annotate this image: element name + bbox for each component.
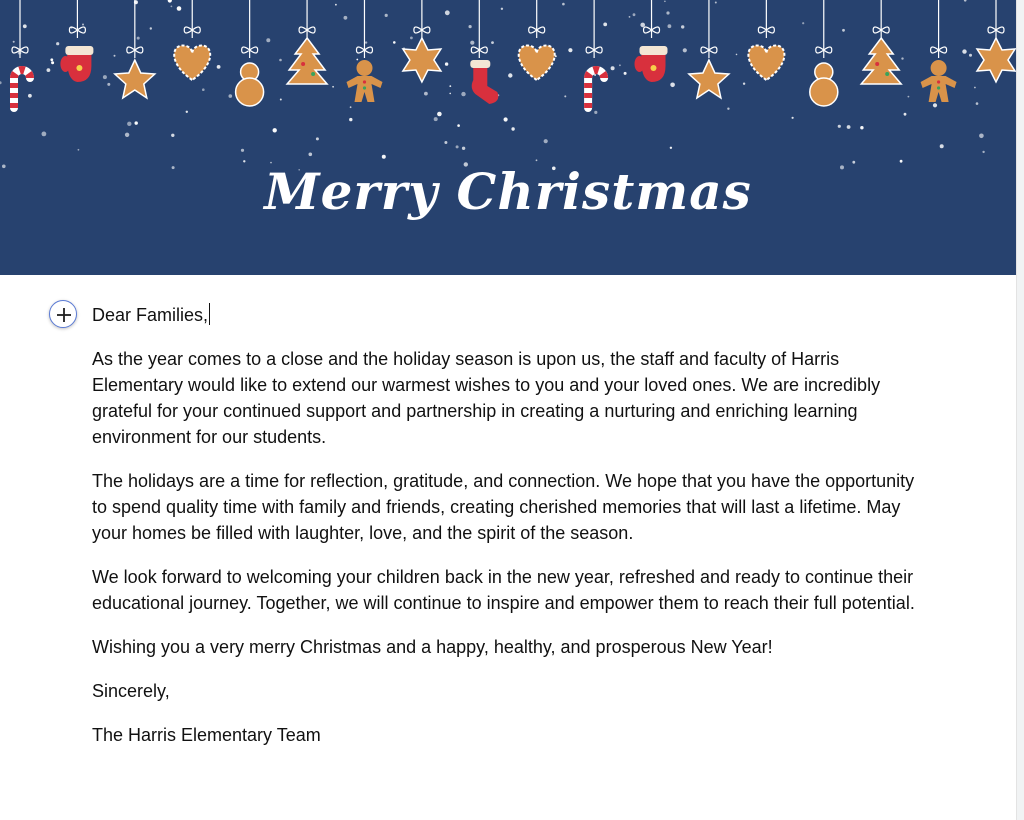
letter-greeting[interactable] (92, 302, 922, 328)
banner-title: Merry Christmas (264, 162, 752, 221)
greeting-text: Dear Families, (92, 305, 209, 325)
star-cookie-icon (115, 0, 155, 98)
heart-cookie-icon (174, 0, 210, 80)
add-block-button[interactable] (49, 300, 77, 328)
candy-cane-icon (12, 0, 30, 108)
christmas-banner (0, 0, 1016, 275)
gingerbread-man-icon (921, 0, 957, 102)
letter-paragraph-3[interactable]: We look forward to welcoming your children back in the new year, refreshed and ready to continue their educational journey. Together, we will continue to inspire and empower them to reach their full potential. (92, 567, 915, 613)
snowman-cookie-icon (236, 0, 264, 106)
heart-cookie-icon (519, 0, 555, 80)
mitten-icon (635, 0, 668, 82)
snowflake-cookie-icon (403, 0, 441, 82)
letter-paragraph-4[interactable]: Wishing you a very merry Christmas and a happy, healthy, and prosperous New Year! (92, 637, 773, 657)
text-cursor (209, 303, 210, 325)
plus-icon (56, 307, 72, 323)
stocking-icon (470, 0, 498, 104)
mitten-icon (60, 0, 93, 82)
star-cookie-icon (689, 0, 729, 98)
scrollbar-track[interactable] (1016, 0, 1024, 820)
heart-cookie-icon (748, 0, 784, 80)
letter-paragraph-2[interactable]: The holidays are a time for reflection, gratitude, and connection. We hope that you have the opportunity to spend quality time with family and friends, creating cherished memories that will last a lifetime. May your homes be filled with laughter, love, and the spirit of the season. (92, 471, 915, 543)
candy-cane-icon (586, 0, 604, 108)
gingerbread-man-icon (347, 0, 383, 102)
letter-signature[interactable]: The Harris Elementary Team (92, 725, 321, 745)
ornament-garland (0, 0, 1016, 275)
tree-cookie-icon (287, 0, 327, 84)
snowman-cookie-icon (810, 0, 838, 106)
letter-body[interactable] (92, 302, 922, 766)
snowflake-cookie-icon (977, 0, 1015, 82)
letter-paragraph-1[interactable]: As the year comes to a close and the holiday season is upon us, the staff and faculty of Harris Elementary would like to extend our warmest wishes to you and your loved ones. We are incredibly grateful for your continued support and partnership in creating a nurturing and enriching learning environment for our students. (92, 349, 881, 447)
tree-cookie-icon (861, 0, 901, 84)
letter-closing[interactable]: Sincerely, (92, 681, 170, 701)
